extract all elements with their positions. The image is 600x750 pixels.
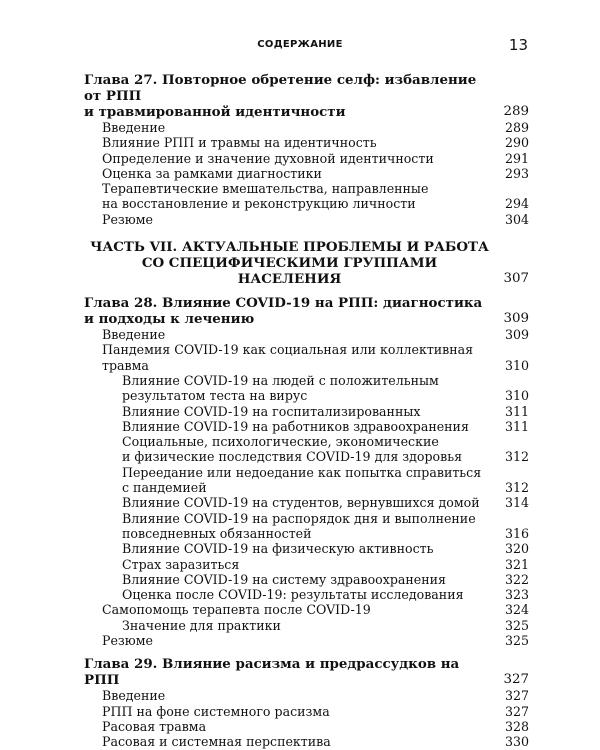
toc-entry-page: 322 [504, 571, 529, 587]
toc-chapter-heading [84, 656, 529, 688]
toc-entry-title: Влияние COVID-19 на физическую активность [122, 541, 434, 557]
toc-subsection [84, 404, 529, 419]
toc-subsection [84, 495, 529, 510]
toc-subsection [84, 587, 529, 602]
toc-entry-title: Влияние COVID-19 на систему здравоохранения [122, 571, 446, 587]
toc-entry-page: 327 [504, 688, 529, 704]
toc-entry-title: Введение [102, 327, 166, 343]
toc-entry-title: ЧАСТЬ VII. АКТУАЛЬНЫЕ ПРОБЛЕМЫ И РАБОТА СО СПЕЦИФИЧЕСКИМИ ГРУППАМИ НАСЕЛЕНИЯ [90, 239, 489, 288]
toc-entry-page: 309 [504, 327, 529, 343]
toc-entry-page: 312 [504, 449, 529, 465]
toc-entry-page: 312 [504, 480, 529, 496]
toc-entry-page: 304 [504, 211, 529, 227]
toc-subsection [84, 373, 529, 404]
toc-entry-title: Переедание или недоедание как попытка справиться с пандемией [122, 464, 482, 496]
toc-entry-page: 311 [504, 418, 529, 434]
toc-entry-title: Социальные, психологические, экономические и физические последствия COVID-19 для здоровья [122, 434, 463, 465]
section-title: СОДЕРЖАНИЕ [257, 39, 343, 50]
toc-entry-title: Глава 28. Влияние COVID-19 на РПП: диагностика и подходы к лечению [84, 295, 483, 328]
toc-entry-page: 314 [504, 495, 529, 511]
toc-entry-page: 311 [504, 403, 529, 419]
toc-part-heading [84, 239, 529, 287]
toc-entry-page: 310 [504, 357, 529, 373]
page-number: 13 [508, 36, 528, 54]
toc-entry-page: 321 [504, 556, 529, 572]
toc-chapter-heading [84, 295, 529, 327]
toc-entry-title: Влияние COVID-19 на работников здравоохранения [122, 418, 469, 434]
toc-entry-page: 330 [504, 734, 529, 750]
toc-subsection [84, 557, 529, 572]
toc-entry-title: Влияние COVID-19 на людей с положительным результатом теста на вирус [122, 372, 439, 404]
toc-entry-title: Влияние COVID-19 на госпитализированных [122, 403, 421, 419]
toc-entry-page: 289 [504, 120, 529, 135]
toc-entry-title: Глава 27. Повторное обретение селф: избавление от РПП и травмированной идентичности [84, 72, 477, 120]
toc-entry-title: Страх заразиться [122, 556, 240, 572]
toc-subsection [84, 434, 529, 465]
toc-entry-title: Самопомощь терапевта после COVID-19 [102, 602, 371, 618]
toc-entry-title: Расовая и системная перспектива [102, 734, 331, 750]
toc-entry-page: 316 [504, 525, 529, 541]
toc-subsection [84, 618, 529, 633]
toc-entry-title: Терапевтические вмешательства, направленные на восстановление и реконструкцию личности [102, 181, 429, 212]
toc-section [84, 342, 529, 373]
toc-section [84, 704, 529, 719]
toc-section [84, 135, 529, 150]
toc-subsection [84, 465, 529, 496]
toc-entry-page: 291 [504, 150, 529, 166]
toc-entry-title: Влияние COVID-19 на распорядок дня и выполнение повседневных обязанностей [122, 510, 476, 541]
toc-section [84, 734, 529, 749]
toc-entry-page: 327 [504, 703, 529, 719]
toc-entry-page: 323 [504, 587, 529, 603]
toc-entry-title: Резюме [102, 211, 154, 227]
toc-section [84, 181, 529, 212]
toc-chapter-heading [84, 72, 529, 120]
toc-entry-page: 293 [504, 165, 529, 181]
toc-entry-page: 327 [503, 672, 529, 688]
toc-subsection [84, 511, 529, 542]
toc-entry-title: Резюме [102, 633, 154, 649]
toc-entry-title: Оценка за рамками диагностики [102, 165, 322, 181]
toc-entry-title: Пандемия COVID-19 как социальная или коллективная травма [102, 342, 474, 373]
toc-entry-title: Значение для практики [122, 617, 281, 633]
toc-entry-page: 294 [504, 196, 529, 212]
toc-section [84, 327, 529, 342]
toc-section [84, 120, 529, 135]
toc-entry-page: 324 [504, 602, 529, 618]
toc-section [84, 166, 529, 181]
toc-section [84, 212, 529, 227]
toc-entry-page: 310 [504, 388, 529, 404]
toc-entry-title: Влияние COVID-19 на студентов, вернувшихся домой [122, 495, 480, 511]
toc-section [84, 633, 529, 648]
toc-section [84, 151, 529, 166]
toc-entry-page: 289 [503, 104, 529, 119]
toc-entry-page: 325 [504, 617, 529, 633]
toc-subsection [84, 541, 529, 556]
table-of-contents [84, 72, 529, 750]
toc-section [84, 602, 529, 617]
toc-entry-page: 307 [503, 271, 529, 287]
running-head [0, 36, 600, 56]
toc-entry-title: Введение [102, 120, 166, 135]
toc-subsection [84, 419, 529, 434]
toc-entry-title: Определение и значение духовной идентичности [102, 150, 434, 166]
toc-entry-title: Расовая травма [102, 718, 207, 734]
toc-section [84, 719, 529, 734]
toc-entry-page: 325 [504, 633, 529, 649]
toc-section [84, 688, 529, 703]
toc-entry-title: РПП на фоне системного расизма [102, 703, 330, 719]
toc-entry-title: Влияние РПП и травмы на идентичность [102, 135, 377, 151]
toc-entry-page: 309 [503, 311, 529, 327]
toc-entry-page: 320 [504, 541, 529, 557]
toc-entry-title: Введение [102, 688, 166, 704]
toc-entry-title: Глава 29. Влияние расизма и предрассудков на РПП [84, 656, 460, 689]
toc-subsection [84, 572, 529, 587]
toc-entry-title: Оценка после COVID-19: результаты исследования [122, 587, 464, 603]
toc-entry-page: 290 [504, 135, 529, 151]
toc-entry-page: 328 [504, 718, 529, 734]
